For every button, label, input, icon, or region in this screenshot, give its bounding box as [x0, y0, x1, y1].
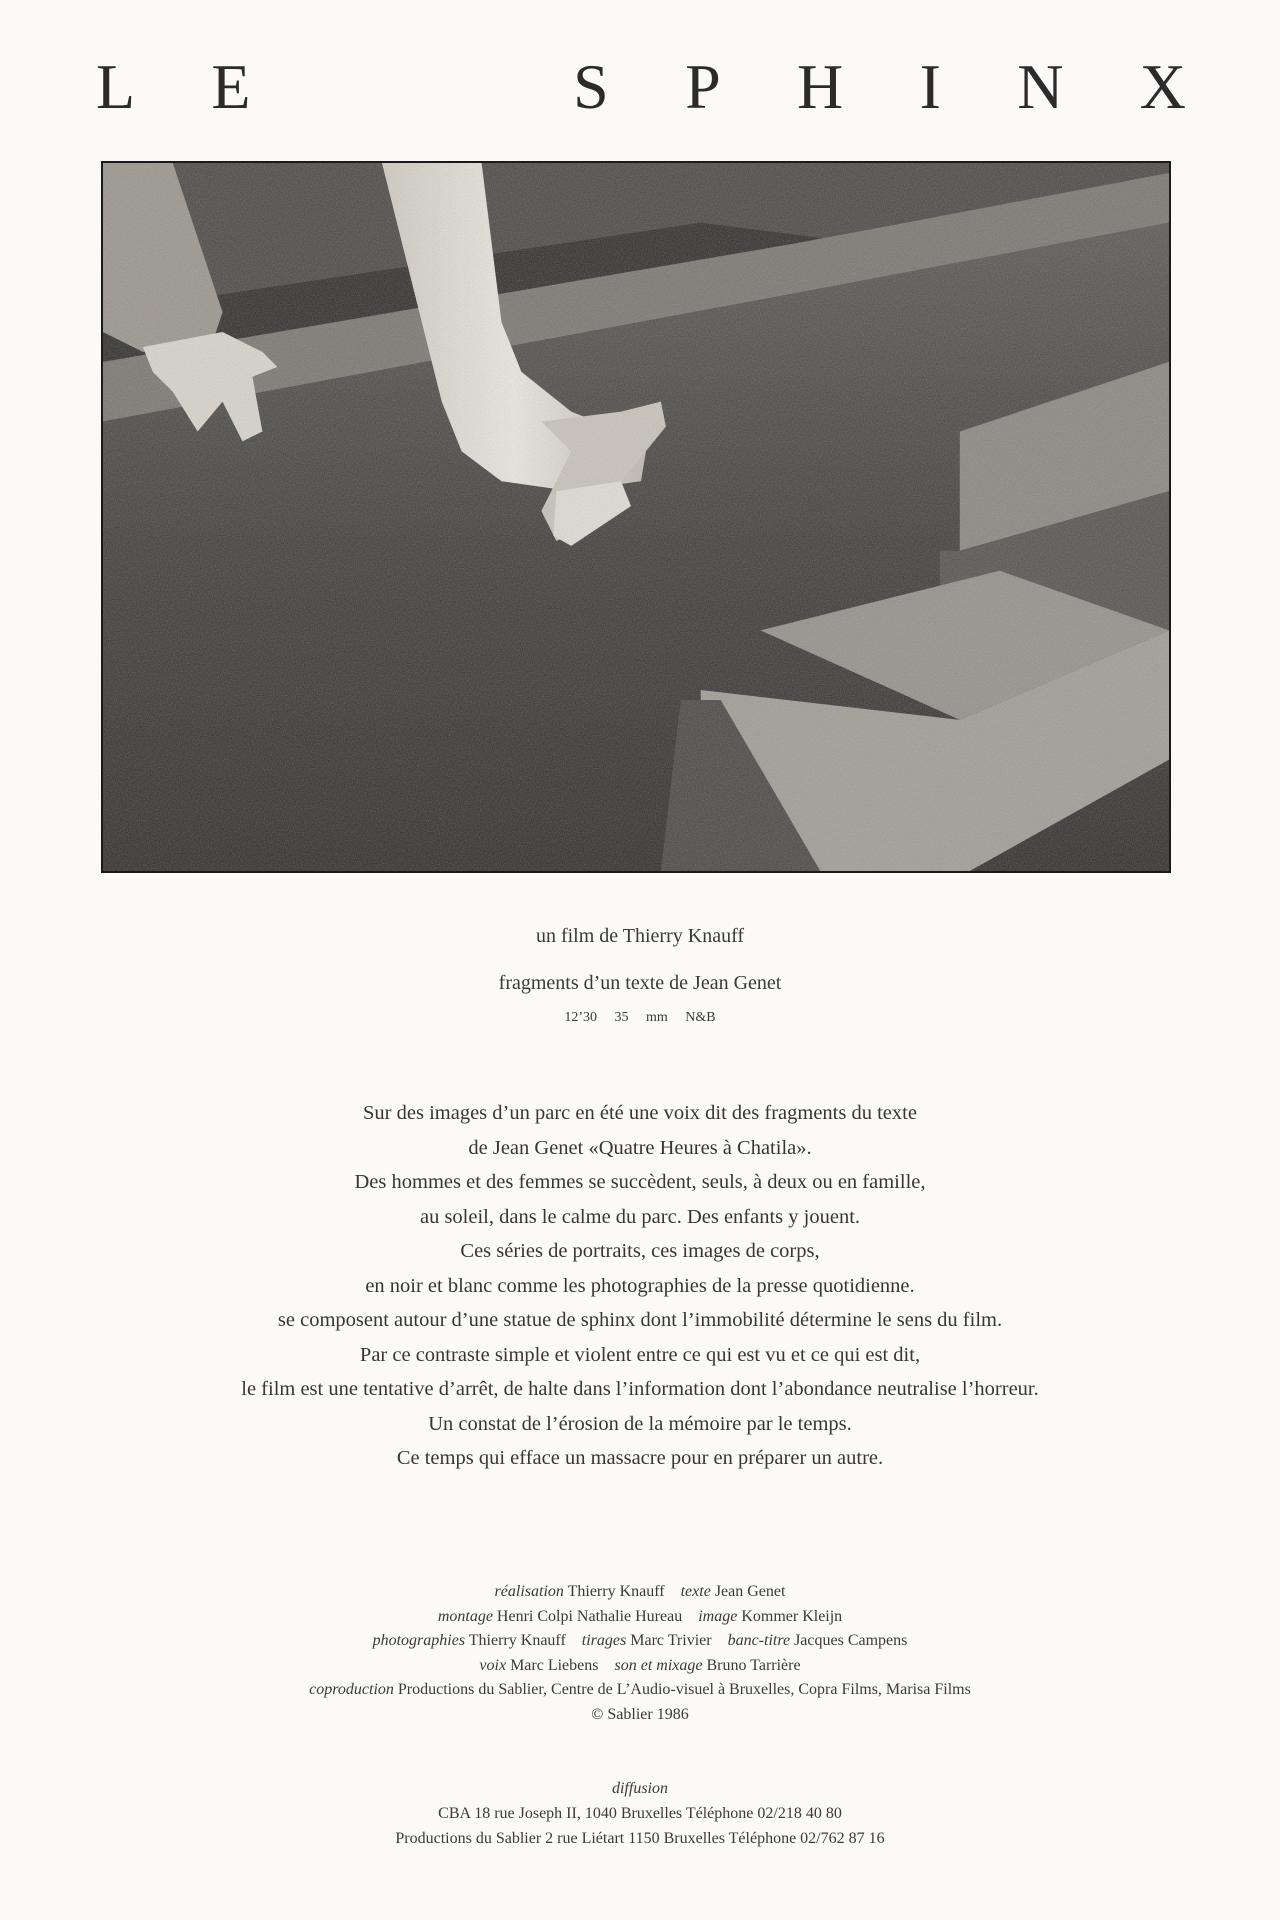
credit-label: son et mixage [614, 1656, 703, 1674]
title-letter: L [96, 51, 136, 122]
credit-label: photographies [372, 1632, 466, 1649]
synopsis-line: de Jean Genet «Quatre Heures à Chatila». [468, 1136, 812, 1159]
credit-value: Henri Colpi Nathalie Hureau [496, 1607, 683, 1625]
tech-specs: 12’30 35 mm N&B [564, 1010, 716, 1025]
diffusion-label [0, 1776, 1280, 1801]
credits-line [0, 1580, 1280, 1605]
photo-illustration [103, 163, 1169, 871]
credit-label: réalisation [494, 1583, 564, 1600]
synopsis-line: se composent autour d’une statue de sphinx dont l’immobilité détermine le sens du film. [277, 1309, 1003, 1331]
film-still-photo [101, 161, 1171, 873]
title-letter: I [919, 51, 941, 122]
credit-label: coproduction [309, 1681, 394, 1698]
diffusion-cba: CBA 18 rue Joseph II, 1040 Bruxelles Téléphone 02/218 40 80 [438, 1805, 842, 1822]
diffusion-sablier: Productions du Sablier 2 rue Liétart 1150 Bruxelles Téléphone 02/762 87 16 [395, 1830, 885, 1847]
film-grain [103, 163, 1169, 871]
credits-block [0, 1580, 1280, 1727]
credit-label: tirages [581, 1632, 627, 1649]
copyright: © Sablier 1986 [591, 1705, 689, 1723]
title-letter: N [1017, 51, 1064, 122]
credit-label: texte [680, 1583, 711, 1600]
synopsis-line: Des hommes et des femmes se succèdent, seuls, à deux ou en famille, [354, 1171, 926, 1193]
synopsis-line: Ce temps qui efface un massacre pour en préparer un autre. [396, 1447, 884, 1469]
synopsis-line: Sur des images d’un parc en été une voix dit des fragments du texte [363, 1102, 917, 1124]
credit-value: Thierry Knauff [567, 1583, 665, 1600]
synopsis [0, 1096, 1280, 1476]
synopsis-line: Par ce contraste simple et violent entre ce qui est vu et ce qui est dit, [359, 1343, 921, 1366]
credit-value: Thierry Knauff [468, 1632, 566, 1649]
title-letter: P [685, 51, 721, 122]
diffusion-block [0, 1776, 1280, 1851]
synopsis-line: Un constat de l’érosion de la mémoire par le temps. [428, 1412, 852, 1435]
synopsis-line: Ces séries de portraits, ces images de corps, [460, 1240, 820, 1262]
title-letter: E [211, 51, 251, 122]
credit-value: Jacques Campens [794, 1632, 908, 1649]
credit-label: montage [437, 1607, 493, 1625]
film-title [96, 52, 1186, 122]
credits-line [0, 1629, 1280, 1654]
title-letter: S [573, 51, 609, 122]
credit-value: Productions du Sablier, Centre de L’Audio-visuel à Bruxelles, Copra Films, Marisa Films [397, 1681, 971, 1698]
credit-value: Jean Genet [714, 1583, 786, 1600]
credits-line [0, 1605, 1280, 1630]
credits-line [0, 1678, 1280, 1703]
title-letter: X [1139, 51, 1186, 122]
title-letter: H [797, 51, 844, 122]
film-by: un film de Thierry Knauff [535, 925, 745, 947]
synopsis-line: au soleil, dans le calme du parc. Des enfants y jouent. [419, 1205, 861, 1228]
credit-label: banc-titre [727, 1632, 791, 1649]
synopsis-line: le film est une tentative d’arrêt, de halte dans l’information dont l’abondance neutralise l’horreur. [241, 1378, 1039, 1400]
credit-label: image [698, 1607, 738, 1625]
credit-value: Bruno Tarrière [706, 1656, 801, 1674]
credits-line [0, 1654, 1280, 1679]
fragments-line: fragments d’un texte de Jean Genet [498, 972, 782, 994]
credit-value: Marc Trivier [630, 1632, 712, 1649]
synopsis-line: en noir et blanc comme les photographies de la presse quotidienne. [365, 1274, 915, 1297]
diffusion-label-text: diffusion [611, 1780, 668, 1797]
credit-value: Kommer Kleijn [741, 1607, 843, 1625]
credit-label: voix [479, 1656, 507, 1674]
credit-value: Marc Liebens [510, 1656, 599, 1674]
